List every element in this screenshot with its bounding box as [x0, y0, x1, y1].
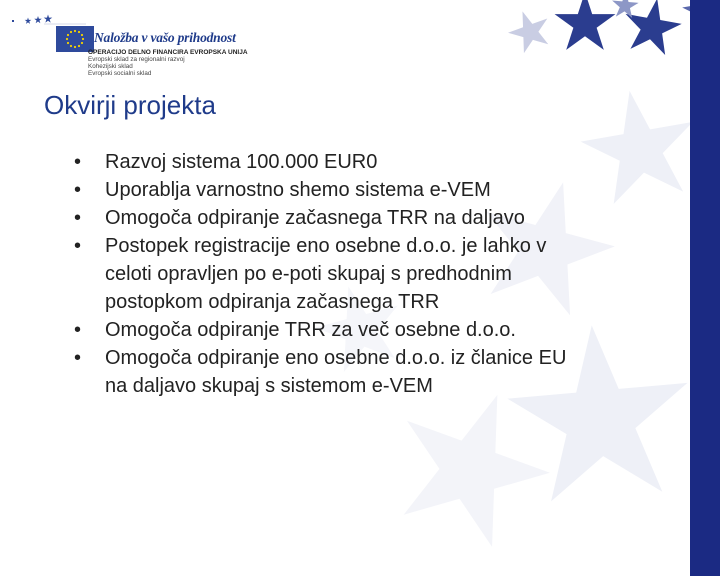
- bullet-item: [70, 232, 680, 316]
- slide-title: Okvirji projekta: [44, 90, 216, 120]
- logo-title: Naložba v vašo prihodnost: [94, 30, 236, 45]
- star-icon: [555, 0, 616, 50]
- bullet-text: Postopek registracije eno osebne d.o.o. je lahko v: [105, 235, 547, 257]
- bullet-icon: •: [74, 347, 82, 369]
- star-icon: [503, 4, 556, 56]
- bullet-text: Uporablja varnostno shemo sistema e-VEM: [105, 179, 491, 201]
- bullet-list: [70, 148, 680, 400]
- bullet-item: [70, 316, 680, 344]
- logo-line: Evropski sklad za regionalni razvoj: [88, 56, 185, 63]
- logo-line: Kohezijski sklad: [88, 63, 133, 70]
- right-accent-bar: [690, 0, 720, 576]
- logo-line: OPERACIJO DELNO FINANCIRA EVROPSKA UNIJA: [88, 49, 248, 56]
- bullet-text: Omogoča odpiranje TRR za več osebne d.o.o.: [105, 319, 516, 341]
- bullet-text: na daljavo skupaj s sistemom e-VEM: [105, 375, 433, 397]
- star-icon: [12, 20, 14, 22]
- bullet-item: [70, 344, 680, 400]
- star-icon: [34, 16, 42, 23]
- star-icon: [44, 15, 53, 23]
- bullet-text: celoti opravljen po e-poti skupaj s predhodnim: [105, 263, 512, 285]
- bullet-text: Razvoj sistema 100.000 EUR0: [105, 151, 378, 173]
- star-icon: [25, 18, 32, 24]
- bullet-item: [70, 204, 680, 232]
- bullet-item: [70, 176, 680, 204]
- bullet-icon: •: [74, 235, 82, 257]
- bullet-icon: •: [74, 151, 82, 173]
- bullet-text: postopkom odpiranja začasnega TRR: [105, 291, 440, 313]
- bullet-icon: •: [74, 319, 82, 341]
- bullet-icon: •: [74, 207, 82, 229]
- logo-line: Evropski socialni sklad: [88, 70, 152, 77]
- bullet-item: [70, 148, 680, 176]
- bullet-icon: •: [74, 179, 82, 201]
- bullet-text: Omogoča odpiranje eno osebne d.o.o. iz članice EU: [105, 347, 567, 369]
- eu-funding-logo: [8, 12, 248, 78]
- bullet-text: Omogoča odpiranje začasnega TRR na daljavo: [105, 207, 525, 229]
